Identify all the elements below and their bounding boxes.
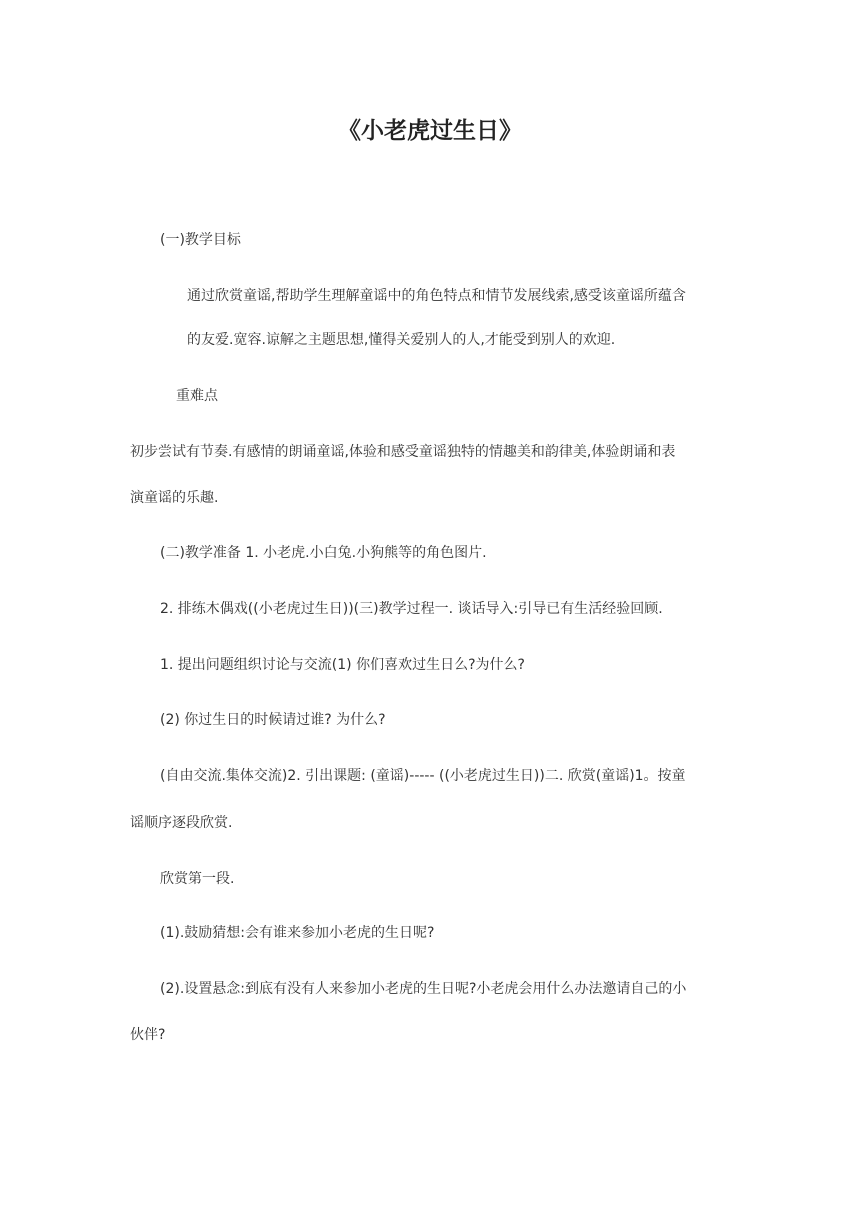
topic-intro-line-1: (自由交流.集体交流)2. 引出课题: (童谣)----- ((小老虎过生日))二. 欣赏(童谣)1。按童 [160, 768, 686, 784]
key-points-text-line-1: 初步尝试有节奏.有感情的朗诵童谣,体验和感受童谣独特的情趣美和韵律美,体验朗诵和表 [130, 444, 676, 460]
guess-paragraph: (1).鼓励猜想:会有谁来参加小老虎的生日呢? [160, 925, 435, 941]
topic-intro-line-2: 谣顺序逐段欣赏. [130, 815, 233, 831]
rehearsal-paragraph: 2. 排练木偶戏((小老虎过生日))(三)教学过程一. 谈话导入:引导已有生活经验回顾. [160, 601, 663, 617]
document-title: 《小老虎过生日》 [338, 118, 522, 144]
preparation-paragraph: (二)教学准备 1. 小老虎.小白兔.小狗熊等的角色图片. [160, 545, 487, 561]
discussion-paragraph: 1. 提出问题组织讨论与交流(1) 你们喜欢过生日么?为什么? [160, 657, 525, 673]
question-2-paragraph: (2) 你过生日的时候请过谁? 为什么? [160, 712, 386, 728]
goal-text-line-1: 通过欣赏童谣,帮助学生理解童谣中的角色特点和情节发展线索,感受该童谣所蕴含 [187, 288, 686, 304]
section-1-paragraph: 欣赏第一段. [160, 871, 235, 887]
goal-text-line-2: 的友爱.宽容.谅解之主题思想,懂得关爱别人的人,才能受到别人的欢迎. [187, 332, 616, 348]
goal-heading: (一)教学目标 [160, 232, 241, 248]
key-points-text-line-2: 演童谣的乐趣. [130, 490, 219, 506]
suspense-line-2: 伙伴? [130, 1027, 166, 1043]
key-points-heading: 重难点 [176, 388, 218, 404]
suspense-line-1: (2).设置悬念:到底有没有人来参加小老虎的生日呢?小老虎会用什么办法邀请自己的小 [160, 981, 687, 997]
